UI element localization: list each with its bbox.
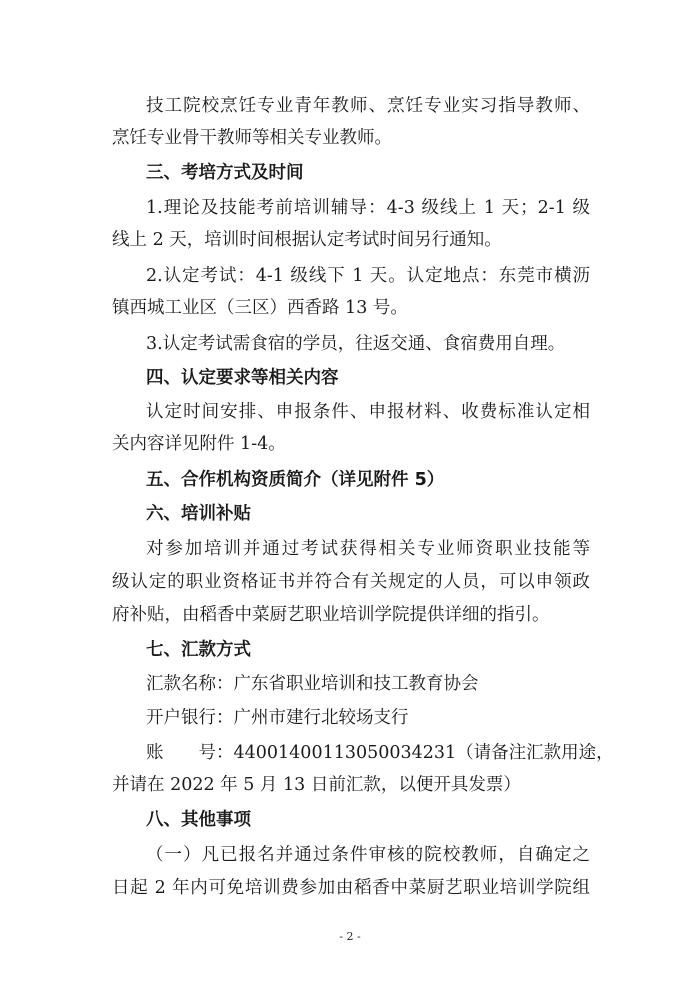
paragraph-line: （一）凡已报名并通过条件审核的院校教师，自确定之	[146, 845, 590, 865]
section-heading-6: 六、培训补贴	[146, 504, 251, 524]
section-heading-7: 七、汇款方式	[146, 640, 251, 660]
paragraph-line: 级认定的职业资格证书并符合有关规定的人员，可以申领政	[112, 572, 590, 592]
paragraph-line: 开户银行：广州市建行北较场支行	[146, 708, 409, 728]
paragraph-line: 关内容详见附件 1-4。	[112, 434, 286, 454]
paragraph-line: 府补贴，由稻香中菜厨艺职业培训学院提供详细的指引。	[112, 605, 550, 625]
paragraph-line: 技工院校烹饪专业青年教师、烹饪专业实习指导教师、	[146, 96, 590, 116]
section-heading-4: 四、认定要求等相关内容	[146, 368, 339, 388]
paragraph-line: 烹饪专业骨干教师等相关专业教师。	[112, 128, 392, 148]
paragraph-line: 2.认定考试：4-1 级线下 1 天。认定地点：东莞市横沥	[146, 266, 590, 286]
paragraph-line: 账 号：44001400113050034231（请备注汇款用途，	[146, 743, 614, 763]
paragraph-line: 对参加培训并通过考试获得相关专业师资职业技能等	[146, 539, 590, 559]
paragraph-line: 1.理论及技能考前培训辅导：4-3 级线上 1 天；2-1 级	[146, 198, 590, 218]
paragraph-line: 日起 2 年内可免培训费参加由稻香中菜厨艺职业培训学院组	[112, 878, 590, 898]
section-heading-5: 五、合作机构资质简介（详见附件 5）	[146, 470, 445, 490]
section-heading-8: 八、其他事项	[146, 810, 251, 830]
paragraph-line: 并请在 2022 年 5 月 13 日前汇款，以便开具发票）	[112, 775, 521, 795]
paragraph-line: 线上 2 天，培训时间根据认定考试时间另行通知。	[112, 230, 502, 250]
paragraph-line: 汇款名称：广东省职业培训和技工教育协会	[146, 674, 479, 694]
paragraph-line: 认定时间安排、申报条件、申报材料、收费标准认定相	[146, 402, 590, 422]
paragraph-line: 镇西城工业区（三区）西香路 13 号。	[112, 298, 408, 318]
section-heading-3: 三、考培方式及时间	[146, 163, 304, 183]
page-number: - 2 -	[339, 930, 361, 943]
paragraph-line: 3.认定考试需食宿的学员，往返交通、食宿费用自理。	[146, 334, 566, 354]
